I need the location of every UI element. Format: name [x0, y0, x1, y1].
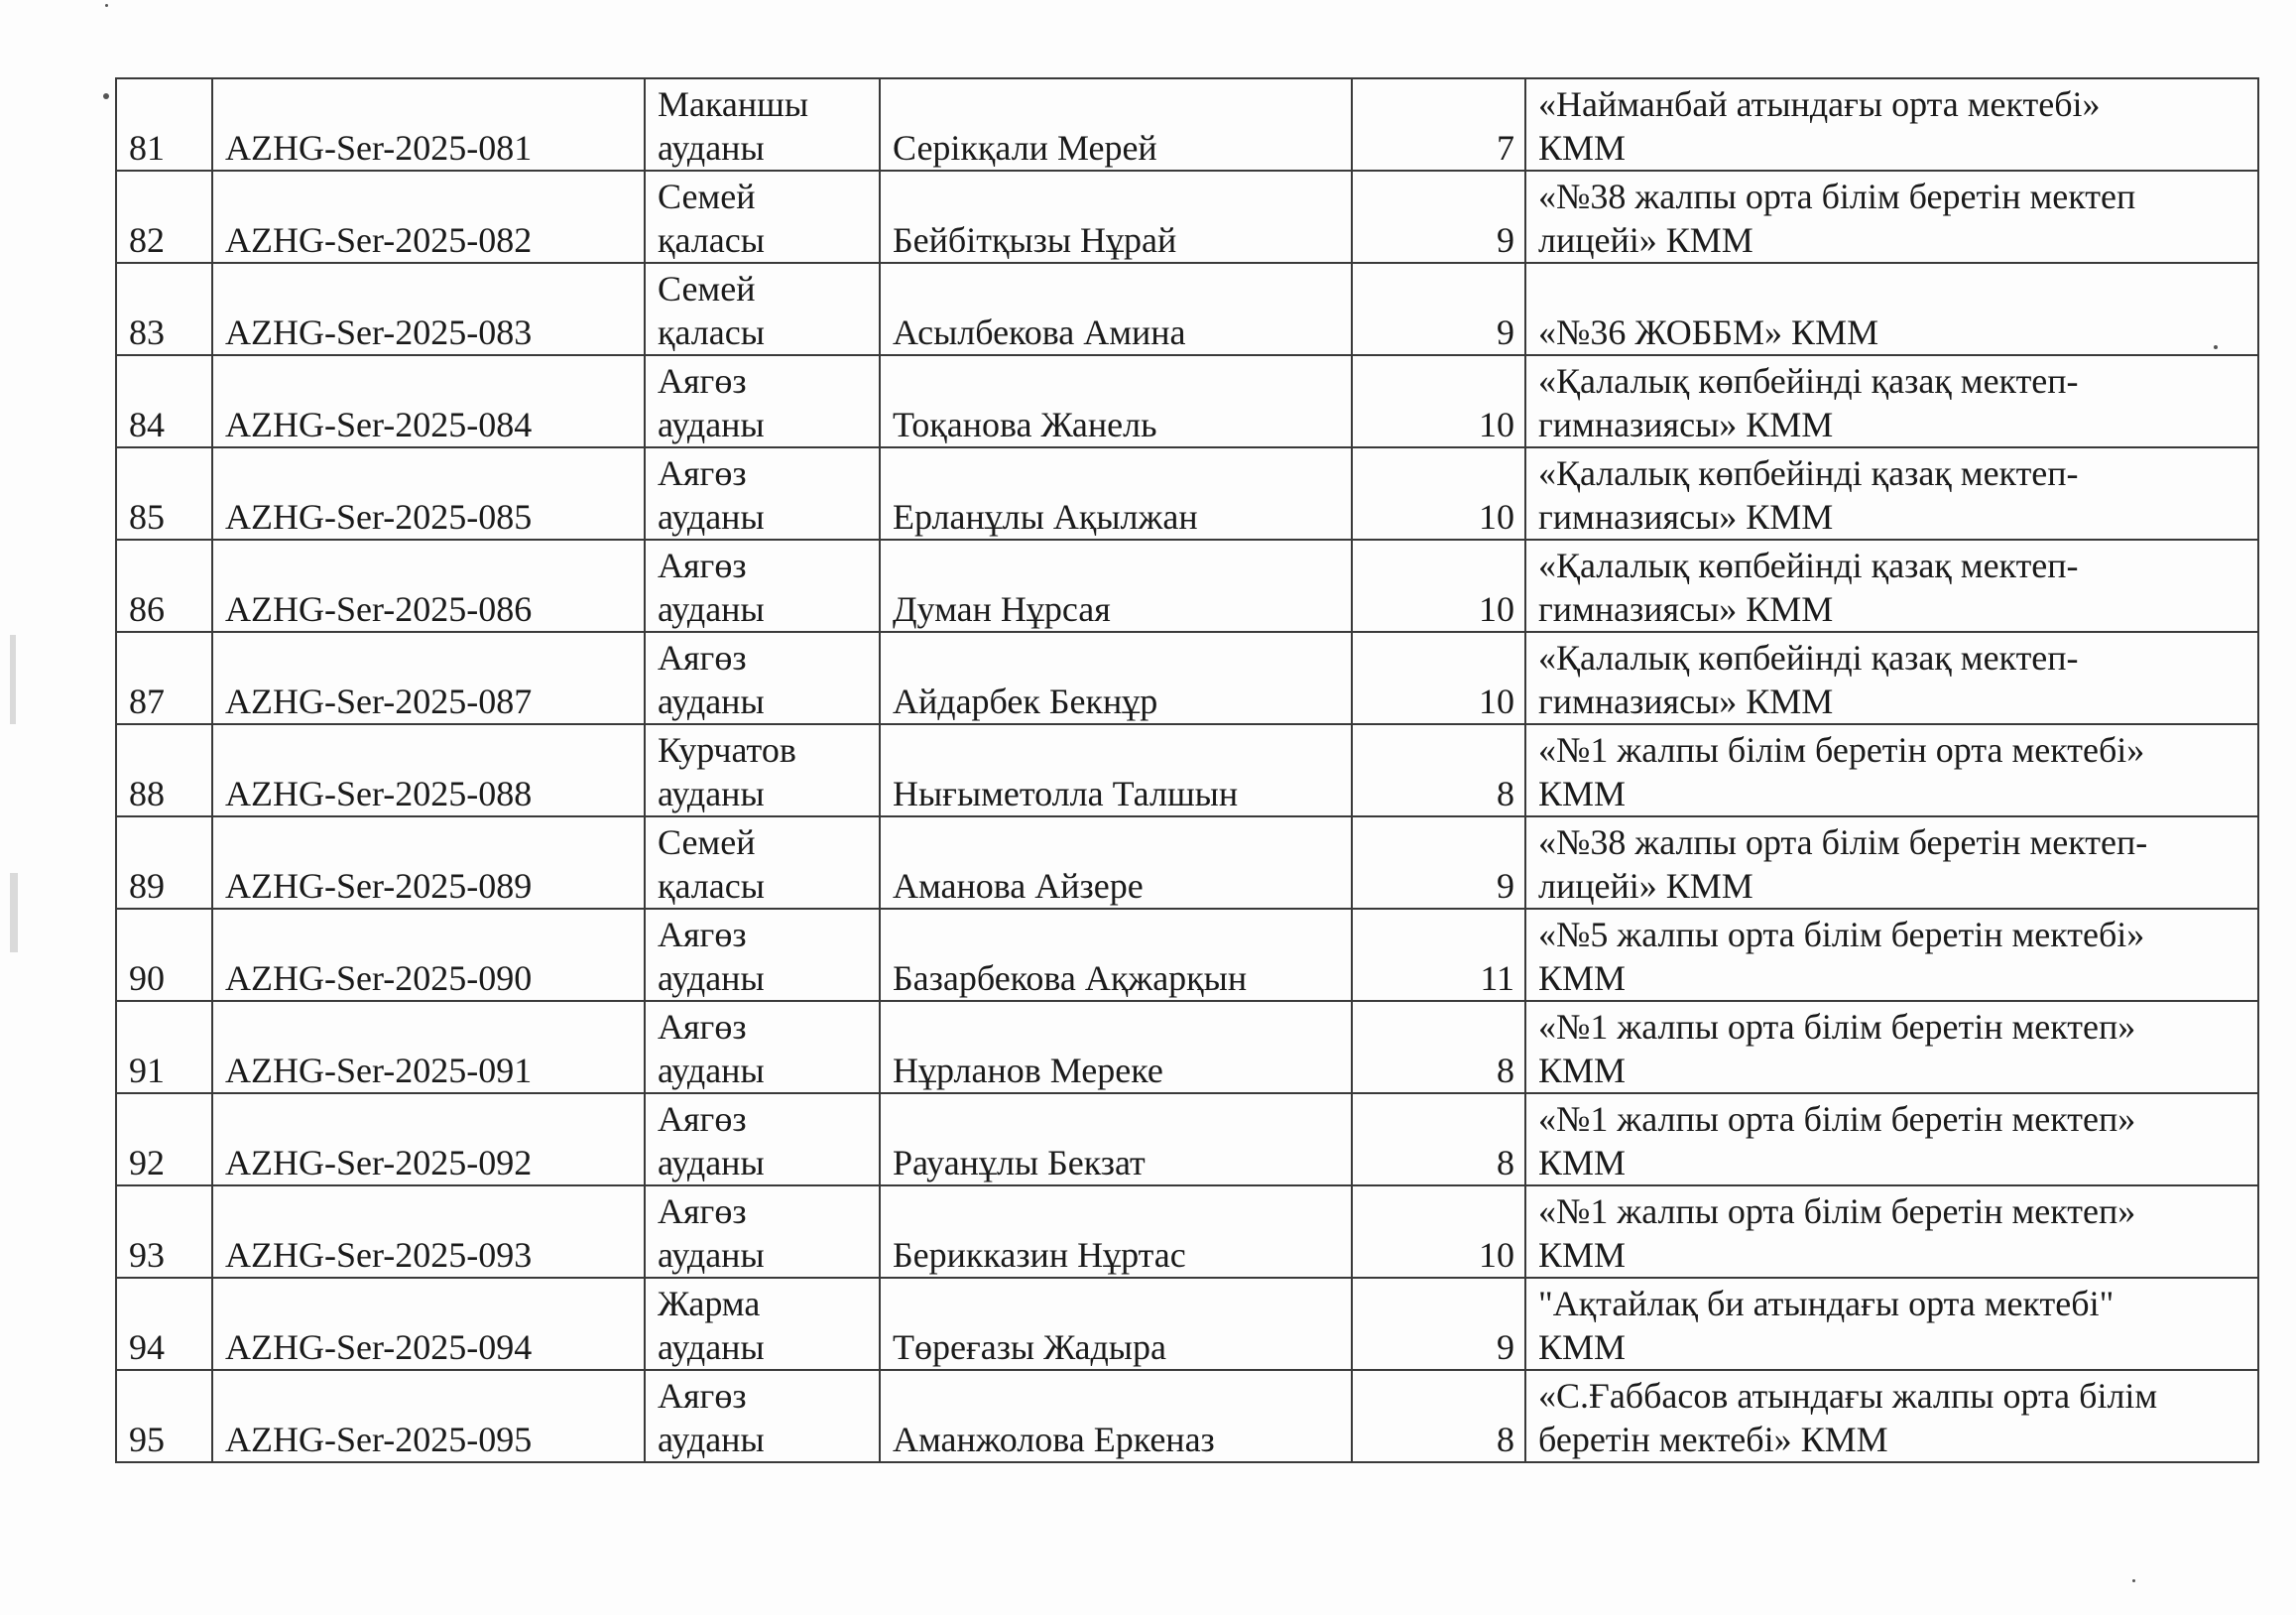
participant-code: AZHG-Ser-2025-094: [225, 1327, 533, 1367]
school-line: гимназиясы» КММ: [1538, 589, 1834, 629]
participant-name: Ерланұлы Ақылжан: [893, 497, 1198, 537]
row-number: 95: [129, 1420, 165, 1459]
participant-name-cell: [880, 1001, 1352, 1093]
district-line: ауданы: [658, 682, 765, 721]
school-cell: [1525, 1278, 2258, 1370]
table-row: [116, 355, 2258, 447]
table-row: [116, 724, 2258, 816]
school-cell: [1525, 171, 2258, 263]
row-number-cell: [116, 1001, 212, 1093]
row-number-cell: [116, 1370, 212, 1462]
district-cell: [645, 78, 880, 171]
district-line: ауданы: [658, 497, 765, 537]
school-cell: [1525, 816, 2258, 909]
participant-name-cell: [880, 78, 1352, 171]
grade: 10: [1479, 682, 1514, 721]
participant-name: Тоқанова Жанель: [893, 405, 1157, 444]
school-line: лицейі» КММ: [1538, 866, 1753, 906]
school-cell: [1525, 263, 2258, 355]
school-cell: [1525, 909, 2258, 1001]
table-row: [116, 78, 2258, 171]
district-cell: [645, 540, 880, 632]
school-line: «Қалалық көпбейінді қазақ мектеп-: [1538, 638, 2079, 678]
school-cell: [1525, 540, 2258, 632]
grade-cell: [1352, 355, 1525, 447]
participants-table-body: [116, 78, 2258, 1462]
district-line: ауданы: [658, 1235, 765, 1275]
row-number-cell: [116, 816, 212, 909]
school-line: «№38 жалпы орта білім беретін мектеп: [1538, 177, 2136, 216]
grade: 9: [1497, 1327, 1514, 1367]
district-line: Жарма: [658, 1284, 761, 1323]
district-line: Курчатов: [658, 730, 796, 770]
participant-name-cell: [880, 816, 1352, 909]
grade: 9: [1497, 312, 1514, 352]
participant-name-cell: [880, 1278, 1352, 1370]
district-line: Маканшы: [658, 84, 809, 124]
district-cell: [645, 263, 880, 355]
school-line: "Ақтайлақ би атындағы орта мектебі": [1538, 1284, 2115, 1323]
district-line: қаласы: [658, 312, 765, 352]
school-cell: [1525, 1185, 2258, 1278]
participant-name-cell: [880, 540, 1352, 632]
participant-name-cell: [880, 1370, 1352, 1462]
school-line: «Қалалық көпбейінді қазақ мектеп-: [1538, 453, 2079, 493]
district-line: Аягөз: [658, 1099, 747, 1139]
row-number-cell: [116, 78, 212, 171]
district-line: ауданы: [658, 958, 765, 998]
table-row: [116, 540, 2258, 632]
district-cell: [645, 909, 880, 1001]
participant-name-cell: [880, 355, 1352, 447]
school-line: лицейі» КММ: [1538, 220, 1753, 260]
row-number-cell: [116, 355, 212, 447]
district-line: ауданы: [658, 1143, 765, 1182]
school-line: беретін мектебі» КММ: [1538, 1420, 1888, 1459]
participant-code: AZHG-Ser-2025-083: [225, 312, 533, 352]
district-line: ауданы: [658, 589, 765, 629]
school-line: КММ: [1538, 1051, 1627, 1090]
table-row: [116, 447, 2258, 540]
scan-speck: [105, 4, 108, 7]
table-row: [116, 1370, 2258, 1462]
participant-name-cell: [880, 1093, 1352, 1185]
grade-cell: [1352, 1278, 1525, 1370]
school-line: КММ: [1538, 1235, 1627, 1275]
participant-code-cell: [212, 263, 645, 355]
district-line: Семей: [658, 822, 756, 862]
district-cell: [645, 1370, 880, 1462]
participant-name-cell: [880, 171, 1352, 263]
district-line: Семей: [658, 177, 756, 216]
district-line: қаласы: [658, 866, 765, 906]
participant-code-cell: [212, 171, 645, 263]
grade: 9: [1497, 220, 1514, 260]
grade: 10: [1479, 405, 1514, 444]
grade-cell: [1352, 1370, 1525, 1462]
school-line: «Найманбай атындағы орта мектебі»: [1538, 84, 2101, 124]
grade-cell: [1352, 632, 1525, 724]
participant-name: Асылбекова Амина: [893, 312, 1186, 352]
row-number: 92: [129, 1143, 165, 1182]
participant-code: AZHG-Ser-2025-088: [225, 774, 533, 813]
school-line: «№1 жалпы орта білім беретін мектеп»: [1538, 1007, 2136, 1047]
grade-cell: [1352, 1001, 1525, 1093]
school-cell: [1525, 355, 2258, 447]
participant-code: AZHG-Ser-2025-085: [225, 497, 533, 537]
school-line: «№5 жалпы орта білім беретін мектебі»: [1538, 915, 2145, 954]
participant-name: Рауанұлы Бекзат: [893, 1143, 1146, 1182]
row-number: 89: [129, 866, 165, 906]
participant-code: AZHG-Ser-2025-092: [225, 1143, 533, 1182]
participant-name-cell: [880, 447, 1352, 540]
participant-name-cell: [880, 909, 1352, 1001]
scan-smudge: [10, 873, 18, 952]
school-cell: [1525, 78, 2258, 171]
table-row: [116, 816, 2258, 909]
grade-cell: [1352, 816, 1525, 909]
grade-cell: [1352, 1185, 1525, 1278]
grade-cell: [1352, 447, 1525, 540]
district-line: Аягөз: [658, 1007, 747, 1047]
row-number: 90: [129, 958, 165, 998]
district-line: ауданы: [658, 405, 765, 444]
row-number: 84: [129, 405, 165, 444]
grade-cell: [1352, 909, 1525, 1001]
row-number: 85: [129, 497, 165, 537]
district-cell: [645, 816, 880, 909]
district-cell: [645, 1001, 880, 1093]
participant-name-cell: [880, 263, 1352, 355]
row-number-cell: [116, 540, 212, 632]
participant-code: AZHG-Ser-2025-084: [225, 405, 533, 444]
participant-code: AZHG-Ser-2025-090: [225, 958, 533, 998]
participant-code: AZHG-Ser-2025-095: [225, 1420, 533, 1459]
school-line: КММ: [1538, 958, 1627, 998]
table-row: [116, 1185, 2258, 1278]
grade-cell: [1352, 540, 1525, 632]
participant-code-cell: [212, 632, 645, 724]
school-line: гимназиясы» КММ: [1538, 405, 1834, 444]
district-line: ауданы: [658, 1051, 765, 1090]
row-number-cell: [116, 1278, 212, 1370]
row-number: 91: [129, 1051, 165, 1090]
district-line: ауданы: [658, 1420, 765, 1459]
district-cell: [645, 355, 880, 447]
row-number-cell: [116, 632, 212, 724]
grade-cell: [1352, 171, 1525, 263]
row-number: 88: [129, 774, 165, 813]
participant-code: AZHG-Ser-2025-087: [225, 682, 533, 721]
row-number: 94: [129, 1327, 165, 1367]
district-line: Аягөз: [658, 1191, 747, 1231]
district-line: Аягөз: [658, 638, 747, 678]
participant-code-cell: [212, 447, 645, 540]
participant-code-cell: [212, 1001, 645, 1093]
district-cell: [645, 724, 880, 816]
participant-name: Думан Нұрсая: [893, 589, 1111, 629]
participant-name: Нығыметолла Талшын: [893, 774, 1239, 813]
row-number: 83: [129, 312, 165, 352]
row-number: 81: [129, 128, 165, 168]
school-cell: [1525, 1001, 2258, 1093]
row-number-cell: [116, 1093, 212, 1185]
row-number-cell: [116, 724, 212, 816]
row-number-cell: [116, 1185, 212, 1278]
participant-name: Айдарбек Бекнұр: [893, 682, 1158, 721]
grade: 7: [1497, 128, 1514, 168]
district-cell: [645, 632, 880, 724]
participant-code-cell: [212, 816, 645, 909]
grade: 8: [1497, 1420, 1514, 1459]
grade-cell: [1352, 263, 1525, 355]
school-line: «С.Ғаббасов атындағы жалпы орта білім: [1538, 1376, 2158, 1416]
row-number-cell: [116, 447, 212, 540]
participant-name: Аманжолова Еркеназ: [893, 1420, 1215, 1459]
row-number-cell: [116, 909, 212, 1001]
district-line: ауданы: [658, 1327, 765, 1367]
district-line: Семей: [658, 269, 756, 309]
grade-cell: [1352, 78, 1525, 171]
district-line: ауданы: [658, 128, 765, 168]
scan-smudge: [10, 635, 16, 724]
school-line: «№1 жалпы білім беретін орта мектебі»: [1538, 730, 2145, 770]
row-number-cell: [116, 263, 212, 355]
school-line: КММ: [1538, 1327, 1627, 1367]
participant-code: AZHG-Ser-2025-093: [225, 1235, 533, 1275]
participant-name: Төреғазы Жадыра: [893, 1327, 1166, 1367]
school-cell: [1525, 724, 2258, 816]
grade-cell: [1352, 724, 1525, 816]
row-number: 82: [129, 220, 165, 260]
participant-name-cell: [880, 632, 1352, 724]
participant-code-cell: [212, 1278, 645, 1370]
participant-code-cell: [212, 1185, 645, 1278]
row-number: 86: [129, 589, 165, 629]
school-line: «№1 жалпы орта білім беретін мектеп»: [1538, 1191, 2136, 1231]
district-line: Аягөз: [658, 361, 747, 401]
school-line: гимназиясы» КММ: [1538, 497, 1834, 537]
district-cell: [645, 447, 880, 540]
school-cell: [1525, 632, 2258, 724]
district-cell: [645, 1278, 880, 1370]
participant-code-cell: [212, 909, 645, 1001]
grade: 8: [1497, 774, 1514, 813]
grade-cell: [1352, 1093, 1525, 1185]
participant-code-cell: [212, 1093, 645, 1185]
grade: 11: [1480, 958, 1514, 998]
school-line: КММ: [1538, 128, 1627, 168]
participant-name: Бейбітқызы Нұрай: [893, 220, 1177, 260]
row-number-cell: [116, 171, 212, 263]
table-row: [116, 632, 2258, 724]
district-line: ауданы: [658, 774, 765, 813]
school-line: гимназиясы» КММ: [1538, 682, 1834, 721]
district-cell: [645, 1093, 880, 1185]
scan-speck: [103, 93, 109, 99]
school-cell: [1525, 447, 2258, 540]
table-row: [116, 1093, 2258, 1185]
school-line: «№1 жалпы орта білім беретін мектеп»: [1538, 1099, 2136, 1139]
participant-code: AZHG-Ser-2025-089: [225, 866, 533, 906]
school-line: «Қалалық көпбейінді қазақ мектеп-: [1538, 546, 2079, 585]
participant-name: Аманова Айзере: [893, 866, 1144, 906]
district-line: Аягөз: [658, 546, 747, 585]
school-cell: [1525, 1370, 2258, 1462]
scan-speck: [2132, 1579, 2135, 1582]
participant-code-cell: [212, 724, 645, 816]
school-line: КММ: [1538, 774, 1627, 813]
participant-code-cell: [212, 355, 645, 447]
table-row: [116, 171, 2258, 263]
district-cell: [645, 1185, 880, 1278]
grade: 9: [1497, 866, 1514, 906]
participant-name: Нұрланов Мереке: [893, 1051, 1163, 1090]
table-row: [116, 263, 2258, 355]
district-line: Аягөз: [658, 453, 747, 493]
district-cell: [645, 171, 880, 263]
school-line: «№38 жалпы орта білім беретін мектеп-: [1538, 822, 2148, 862]
grade: 10: [1479, 497, 1514, 537]
school-cell: [1525, 1093, 2258, 1185]
grade: 10: [1479, 1235, 1514, 1275]
participant-name: Базарбекова Ақжарқын: [893, 958, 1248, 998]
participant-code-cell: [212, 78, 645, 171]
participant-code: AZHG-Ser-2025-086: [225, 589, 533, 629]
row-number: 87: [129, 682, 165, 721]
table-row: [116, 909, 2258, 1001]
row-number: 93: [129, 1235, 165, 1275]
school-line: КММ: [1538, 1143, 1627, 1182]
participant-name-cell: [880, 1185, 1352, 1278]
participants-table: [115, 77, 2259, 1463]
grade: 8: [1497, 1143, 1514, 1182]
participant-name: Серікқали Мерей: [893, 128, 1157, 168]
district-line: Аягөз: [658, 915, 747, 954]
participant-code-cell: [212, 540, 645, 632]
table-row: [116, 1278, 2258, 1370]
district-line: қаласы: [658, 220, 765, 260]
participant-code: AZHG-Ser-2025-082: [225, 220, 533, 260]
grade: 10: [1479, 589, 1514, 629]
participant-name: Берикказин Нұртас: [893, 1235, 1186, 1275]
participant-code: AZHG-Ser-2025-091: [225, 1051, 533, 1090]
participant-code: AZHG-Ser-2025-081: [225, 128, 533, 168]
table-row: [116, 1001, 2258, 1093]
school-line: «Қалалық көпбейінді қазақ мектеп-: [1538, 361, 2079, 401]
school-line: «№36 ЖОББМ» КММ: [1538, 312, 1879, 352]
participant-name-cell: [880, 724, 1352, 816]
grade: 8: [1497, 1051, 1514, 1090]
district-line: Аягөз: [658, 1376, 747, 1416]
participant-code-cell: [212, 1370, 645, 1462]
